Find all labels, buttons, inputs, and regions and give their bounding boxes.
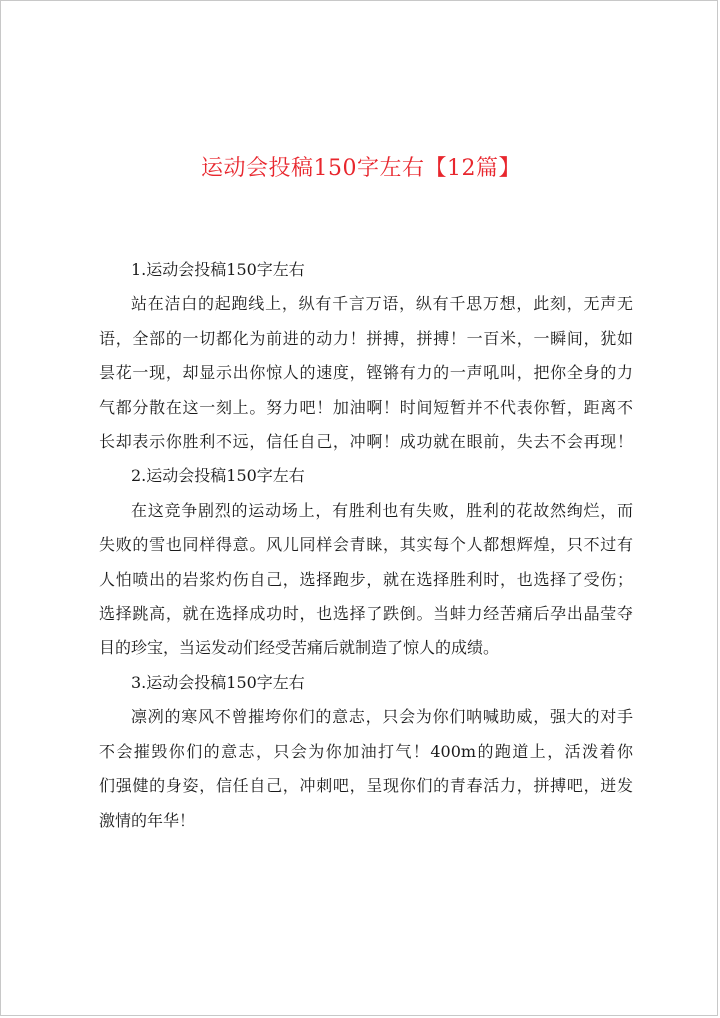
paragraph-line: 凛冽的寒风不曾摧垮你们的意志，只会为你们呐喊助威，强大的对手 <box>131 707 633 727</box>
section-paragraph-1 <box>99 287 633 459</box>
paragraph-line: 语，全部的一切都化为前进的动力！拼搏，拼搏！一百米，一瞬间，犹如 <box>99 328 633 348</box>
section-heading-1: 1.运动会投稿150字左右 <box>131 260 305 279</box>
paragraph-line: 长却表示你胜利不远，信任自己，冲啊！成功就在眼前，失去不会再现！ <box>99 432 633 452</box>
paragraph-line: 选择跳高，就在选择成功时，也选择了跌倒。当蚌力经苦痛后孕出晶莹夺 <box>99 604 633 624</box>
section-heading-2: 2.运动会投稿150字左右 <box>131 466 305 486</box>
document-body <box>99 253 633 838</box>
section-heading-3: 3.运动会投稿150字左右 <box>131 672 305 692</box>
paragraph-line: 目的珍宝，当运发动们经受苦痛后就制造了惊人的成绩。 <box>99 638 500 658</box>
paragraph-line: 们强健的身姿，信任自己，冲刺吧，呈现你们的青春活力，拼搏吧，迸发 <box>99 776 633 796</box>
paragraph-line: 不会摧毁你们的意志，只会为你加油打气！400m的跑道上，活泼着你 <box>99 741 633 761</box>
paragraph-line: 在这竞争剧烈的运动场上，有胜利也有失败，胜利的花故然绚烂，而 <box>131 500 633 520</box>
paragraph-line: 人怕喷出的岩浆灼伤自己，选择跑步，就在选择胜利时，也选择了受伤； <box>99 569 633 589</box>
section-paragraph-3 <box>99 700 633 838</box>
paragraph-line: 站在洁白的起跑线上，纵有千言万语，纵有千思万想，此刻，无声无 <box>131 294 633 314</box>
section-paragraph-2 <box>99 494 633 666</box>
document-title: 运动会投稿150字左右【12篇】 <box>201 156 521 181</box>
paragraph-line: 气都分散在这一刻上。努力吧！加油啊！时间短暂并不代表你暂，距离不 <box>99 397 633 417</box>
paragraph-line: 失败的雪也同样得意。风儿同样会青睐，其实每个人都想辉煌，只不过有 <box>99 535 633 555</box>
paragraph-line: 昙花一现，却显示出你惊人的速度，铿锵有力的一声吼叫，把你全身的力 <box>99 363 633 383</box>
paragraph-line: 激情的年华！ <box>99 810 196 830</box>
